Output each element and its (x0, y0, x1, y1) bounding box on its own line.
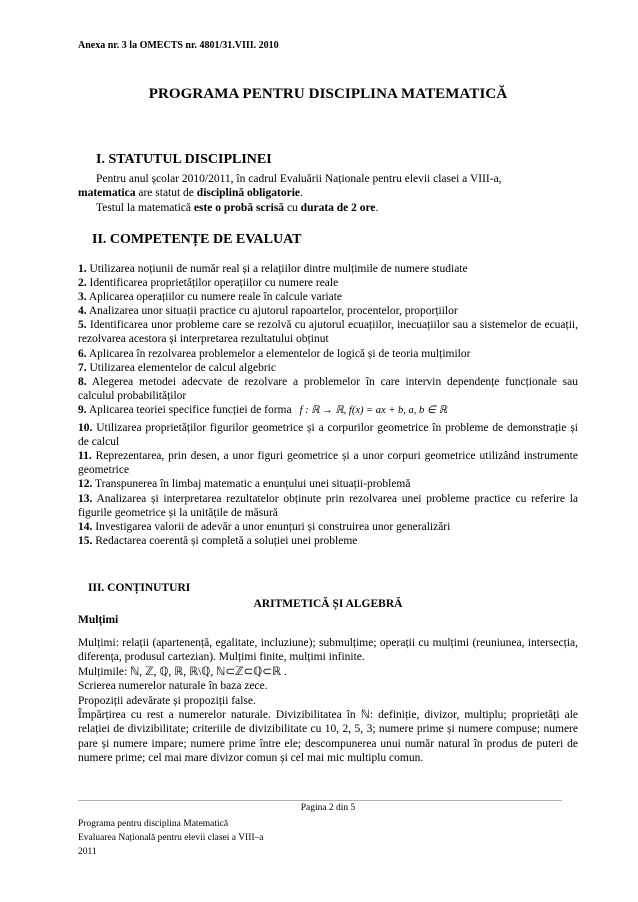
competence-item (78, 361, 578, 375)
competence-text: Aplicarea operațiilor cu numere reale în calcule variate (86, 291, 343, 304)
content-paragraph: Scrierea numerelor naturale în baza zece. (78, 680, 268, 693)
competence-number: 9. (78, 403, 87, 416)
footer-line: Evaluarea Națională pentru elevii clasei a VIII–a (78, 833, 264, 843)
section-1-bold: disciplină obligatorie (196, 187, 300, 199)
competence-text: Analizarea și interpretarea rezultatelor obținute prin rezolvarea unei probleme practice cu referire la figurile geometrice și la unitățile de măsură (78, 492, 578, 519)
footer-line: Programa pentru disciplina Matematică (78, 819, 229, 829)
competence-number: 6. (78, 347, 87, 360)
content-area-heading: ARITMETICĂ ȘI ALGEBRĂ (253, 598, 403, 610)
competence-text: Aplicarea în rezolvarea problemelor a elementelor de logică și de teoria mulțimilor (86, 347, 471, 360)
competence-text: Investigarea valorii de adevăr a unor enunțuri și construirea unor generalizări (92, 520, 451, 533)
page-number: Pagina 2 din 5 (300, 803, 356, 813)
section-2-heading: II. COMPETENȚE DE EVALUAT (92, 232, 302, 247)
section-1-text: . (375, 202, 379, 214)
section-1-text: are statut de (135, 187, 197, 199)
section-3-heading: III. CONȚINUTURI (88, 582, 191, 594)
competence-number: 14. (78, 520, 93, 533)
footer-info (78, 817, 264, 859)
competence-item (78, 375, 578, 403)
annex-header: Anexa nr. 3 la OMECTS nr. 4801/31.VIII. 2010 (78, 40, 279, 51)
section-1-bold: matematica (78, 187, 136, 199)
competence-text: Alegerea metodei adecvate de rezolvare a problemelor în care intervin dependențe funcționale sau calculul probabilităților (78, 375, 578, 402)
competence-number: 5. (78, 319, 87, 332)
section-1-bold: durata de 2 ore (300, 202, 376, 214)
content-paragraph: Mulțimi: relații (apartenență, egalitate, incluziune); submulțime; operații cu mulțimi (reuniunea, intersecția, diferența, produsul cartezian). Mulțimi finite, mulțimi infinite. (78, 637, 578, 664)
competence-number: 11. (78, 450, 92, 463)
competence-number: 10. (78, 422, 93, 435)
competence-number: 1. (78, 263, 87, 275)
competence-text: Utilizarea elementelor de calcul algebric (86, 361, 276, 374)
content-subheading: Mulțimi (78, 614, 119, 626)
section-1-text: Pentru anul școlar 2010/2011, în cadrul Evaluării Naționale pentru elevii clasei a VIII-a, (96, 173, 502, 185)
competence-item (78, 520, 578, 534)
footer-divider (78, 800, 562, 801)
section-1-heading: I. STATUTUL DISCIPLINEI (96, 152, 272, 167)
competence-item (78, 304, 578, 318)
page-title: PROGRAMA PENTRU DISCIPLINA MATEMATICĂ (148, 86, 508, 102)
competence-item (78, 534, 578, 548)
competence-item (78, 276, 578, 290)
competence-item (78, 449, 578, 477)
competence-text: Reprezentarea, prin desen, a unor figuri geometrice și a unor corpuri geometrice utilizând instrumente geometrice (78, 450, 578, 477)
section-1-paragraph-1 (78, 172, 578, 200)
competence-text: Redactarea coerentă și completă a soluției unei probleme (92, 534, 358, 547)
content-paragraph: Împărțirea cu rest a numerelor naturale. Divizibilitatea în ℕ: definiție, divizor, multiplu; proprietăți ale relației de divizibilitate; criteriile de divizibilitate cu 10, 2, 5, 3; numere prime și numere compuse; numere pare și numere impare; numere prime între ele; descompunerea unui număr natural în produs de puteri de numere prime; cel mai mare divizor comun și cel mai mic multiplu comun. (78, 709, 578, 765)
competence-formula: f : ℝ → ℝ, f(x) = ax + b, a, b ∈ ℝ (299, 404, 448, 416)
competence-text: Utilizarea noțiunii de număr real și a relațiilor dintre mulțimile de numere studiate (86, 263, 468, 275)
competence-item (78, 421, 578, 449)
section-1-paragraph-2 (78, 201, 578, 215)
competence-item (78, 318, 578, 346)
content-paragraph: Mulțimile: ℕ, ℤ, ℚ, ℝ, ℝ\ℚ, ℕ⊂ℤ⊂ℚ⊂ℝ . (78, 665, 287, 678)
competence-number: 15. (78, 534, 93, 547)
competence-text: Transpunerea în limbaj matematic a enunțului unei situații-problemă (92, 478, 411, 491)
competence-number: 12. (78, 478, 93, 491)
section-1-bold: este o probă scrisă (193, 202, 285, 214)
competence-item (78, 403, 578, 418)
competence-item (78, 347, 578, 361)
competence-number: 7. (78, 361, 87, 374)
content-paragraphs (78, 636, 578, 766)
competence-text: Analizarea unor situații practice cu ajutorul rapoartelor, procentelor, proporțiilor (86, 305, 458, 318)
section-1-text: Testul la matematică (96, 202, 194, 214)
competence-text: Identificarea unor probleme care se rezolvă cu ajutorul ecuațiilor, inecuațiilor sau a sistemelor de ecuații, rezolvarea acestora și interpretarea rezultatului obținut (78, 319, 578, 346)
content-paragraph: Propoziții adevărate și propoziții false. (78, 694, 256, 707)
footer-line: 2011 (78, 847, 97, 857)
competence-list (78, 262, 578, 548)
competence-item (78, 262, 578, 276)
competence-number: 13. (78, 492, 93, 505)
competence-text: Utilizarea proprietăților figurilor geometrice și a corpurilor geometrice în probleme de demonstrație și de calcul (78, 422, 578, 449)
competence-item (78, 492, 578, 520)
section-1-text: cu (284, 202, 301, 214)
competence-text: Aplicarea teoriei specifice funcției de forma (86, 403, 292, 416)
competence-text: Identificarea proprietăților operațiilor cu numere reale (86, 277, 339, 290)
competence-item (78, 477, 578, 491)
competence-item (78, 290, 578, 304)
competence-number: 3. (78, 291, 87, 304)
competence-number: 2. (78, 277, 87, 290)
competence-number: 8. (78, 375, 87, 388)
competence-number: 4. (78, 305, 87, 318)
section-1-text: . (300, 187, 303, 199)
